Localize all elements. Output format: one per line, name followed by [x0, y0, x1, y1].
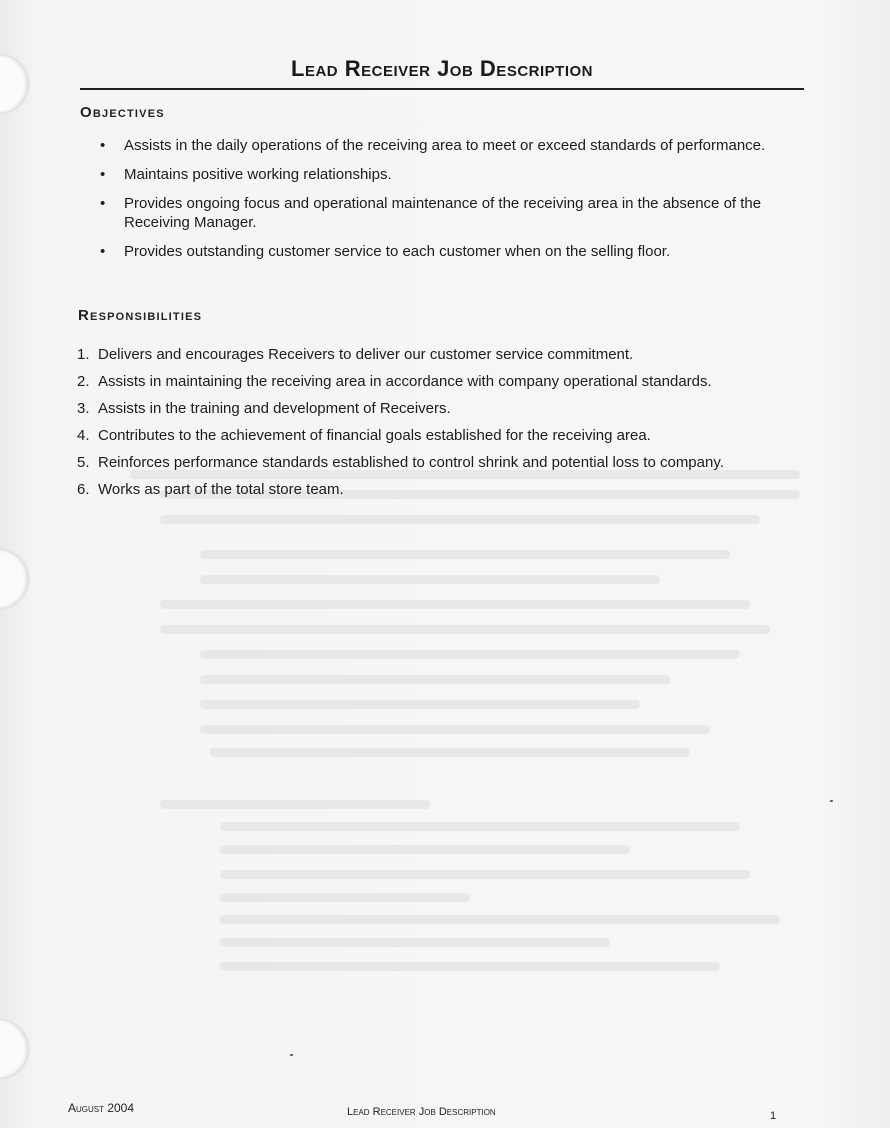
scan-speck: [830, 800, 833, 802]
objectives-heading: Objectives: [80, 104, 165, 121]
objective-item: [100, 242, 810, 261]
responsibility-text: Assists in the training and development of Receivers.: [98, 400, 451, 417]
objective-item: [100, 194, 810, 232]
objective-text: Assists in the daily operations of the receiving area to meet or exceed standards of performance.: [124, 137, 766, 154]
responsibility-item: [77, 345, 817, 364]
binder-hole-middle: [0, 550, 28, 608]
objective-text: Provides ongoing focus and operational maintenance of the receiving area in the absence of the Receiving Manager.: [124, 195, 762, 231]
page-number: 1: [770, 1110, 777, 1122]
item-number: 6.: [77, 481, 90, 498]
item-number: 3.: [77, 400, 90, 417]
responsibility-text: Works as part of the total store team.: [98, 481, 344, 498]
binder-hole-bottom: [0, 1020, 28, 1078]
responsibility-item: [77, 480, 817, 499]
objective-item: [100, 165, 810, 184]
bullet-icon: •: [100, 166, 106, 183]
objective-item: [100, 136, 810, 155]
responsibility-item: [77, 399, 817, 418]
footer-date: August 2004: [68, 1101, 135, 1115]
objective-text: Maintains positive working relationships.: [124, 166, 392, 183]
binder-hole-top: [0, 55, 28, 113]
bullet-icon: •: [100, 243, 106, 260]
scan-speck: [290, 1054, 293, 1056]
objective-text: Provides outstanding customer service to each customer when on the selling floor.: [124, 243, 671, 260]
bullet-icon: •: [100, 137, 106, 154]
responsibility-text: Contributes to the achievement of financial goals established for the receiving area.: [98, 427, 651, 444]
responsibilities-heading: Responsibilities: [78, 307, 203, 324]
bullet-icon: •: [100, 195, 106, 212]
item-number: 2.: [77, 373, 90, 390]
responsibility-text: Assists in maintaining the receiving area in accordance with company operational standards.: [98, 373, 712, 390]
objectives-list: [100, 136, 810, 271]
footer-title: Lead Receiver Job Description: [347, 1106, 496, 1118]
responsibility-item: [77, 372, 817, 391]
item-number: 5.: [77, 454, 90, 471]
responsibility-text: Reinforces performance standards established to control shrink and potential loss to company.: [98, 454, 724, 471]
responsibilities-list: [77, 345, 817, 507]
responsibility-item: [77, 426, 817, 445]
item-number: 4.: [77, 427, 90, 444]
responsibility-text: Delivers and encourages Receivers to deliver our customer service commitment.: [98, 346, 634, 363]
document-title: Lead Receiver Job Description: [80, 56, 804, 90]
item-number: 1.: [77, 346, 90, 363]
responsibility-item: [77, 453, 817, 472]
